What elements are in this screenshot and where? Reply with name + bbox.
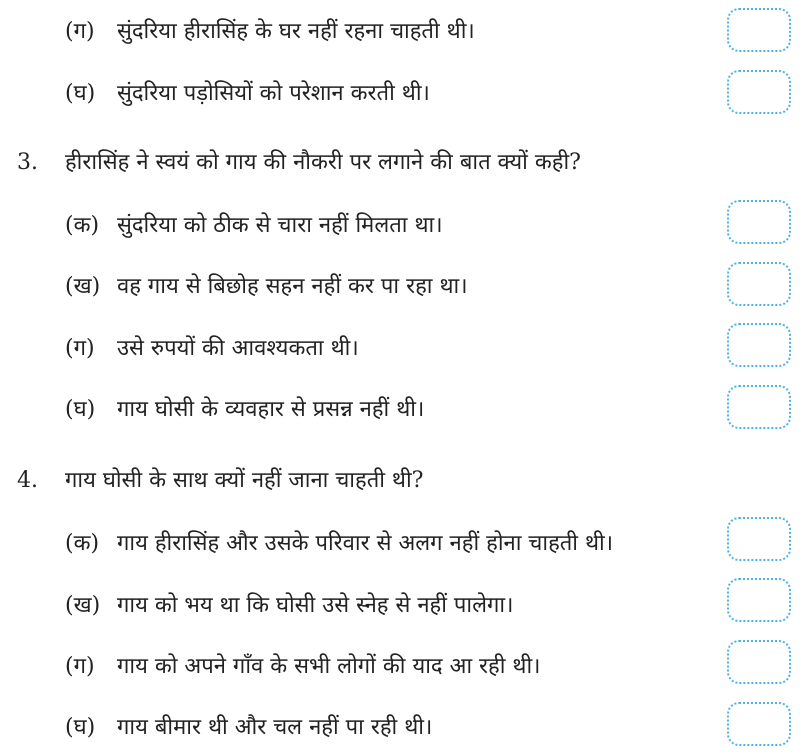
option-label: (ख): [65, 274, 101, 299]
option-label: (घ): [65, 715, 96, 740]
answer-box-q4-ka[interactable]: [727, 517, 791, 561]
option-label: (घ): [65, 81, 96, 106]
option-text: गाय को अपने गाँव के सभी लोगों की याद आ रही थी।: [117, 654, 541, 679]
option-text: सुंदरिया हीरासिंह के घर नहीं रहना चाहती थी।: [117, 19, 475, 44]
option-text: उसे रुपयों की आवश्यकता थी।: [117, 336, 359, 361]
option-label: (क): [65, 531, 100, 556]
answer-box-q4-kha[interactable]: [727, 578, 791, 622]
answer-box-q3-gha[interactable]: [727, 385, 791, 429]
answer-box-q3-ga[interactable]: [727, 323, 791, 367]
q3-option-kha: [65, 273, 468, 301]
answer-box-q4-gha[interactable]: [727, 702, 791, 746]
question-number: 3.: [17, 150, 38, 175]
option-text: वह गाय से बिछोह सहन नहीं कर पा रहा था।: [117, 274, 468, 299]
option-label: (घ): [65, 397, 96, 422]
q2-option-ga: [65, 18, 475, 46]
option-text: सुंदरिया को ठीक से चारा नहीं मिलता था।: [117, 213, 443, 238]
option-label: (ग): [65, 19, 95, 44]
option-label: (ख): [65, 593, 101, 618]
q3-option-gha: [65, 396, 424, 424]
q4-option-ka: [65, 530, 613, 558]
question-number: 4.: [17, 468, 38, 493]
option-label: (ग): [65, 336, 95, 361]
question-text: गाय घोसी के साथ क्यों नहीं जाना चाहती थी?: [65, 468, 424, 493]
q4-option-gha: [65, 714, 432, 742]
q3-option-ga: [65, 335, 359, 363]
option-label: (क): [65, 213, 100, 238]
option-text: गाय को भय था कि घोसी उसे स्नेह से नहीं पालेगा।: [117, 593, 514, 618]
q4-option-kha: [65, 592, 513, 620]
q3-option-ka: [65, 212, 443, 240]
option-text: गाय बीमार थी और चल नहीं पा रही थी।: [117, 715, 433, 740]
option-text: गाय घोसी के व्यवहार से प्रसन्न नहीं थी।: [117, 397, 425, 422]
q2-option-gha: [65, 80, 430, 108]
answer-box-q3-kha[interactable]: [727, 262, 791, 306]
question-text: हीरासिंह ने स्वयं को गाय की नौकरी पर लगाने की बात क्यों कही?: [65, 150, 581, 175]
answer-box-q4-ga[interactable]: [727, 640, 791, 684]
answer-box-q3-ka[interactable]: [727, 200, 791, 244]
option-text: गाय हीरासिंह और उसके परिवार से अलग नहीं होना चाहती थी।: [117, 531, 614, 556]
answer-box-q2-gha[interactable]: [727, 70, 791, 114]
option-label: (ग): [65, 654, 95, 679]
q4-option-ga: [65, 653, 541, 681]
option-text: सुंदरिया पड़ोसियों को परेशान करती थी।: [117, 81, 430, 106]
answer-box-q2-ga[interactable]: [727, 8, 791, 52]
